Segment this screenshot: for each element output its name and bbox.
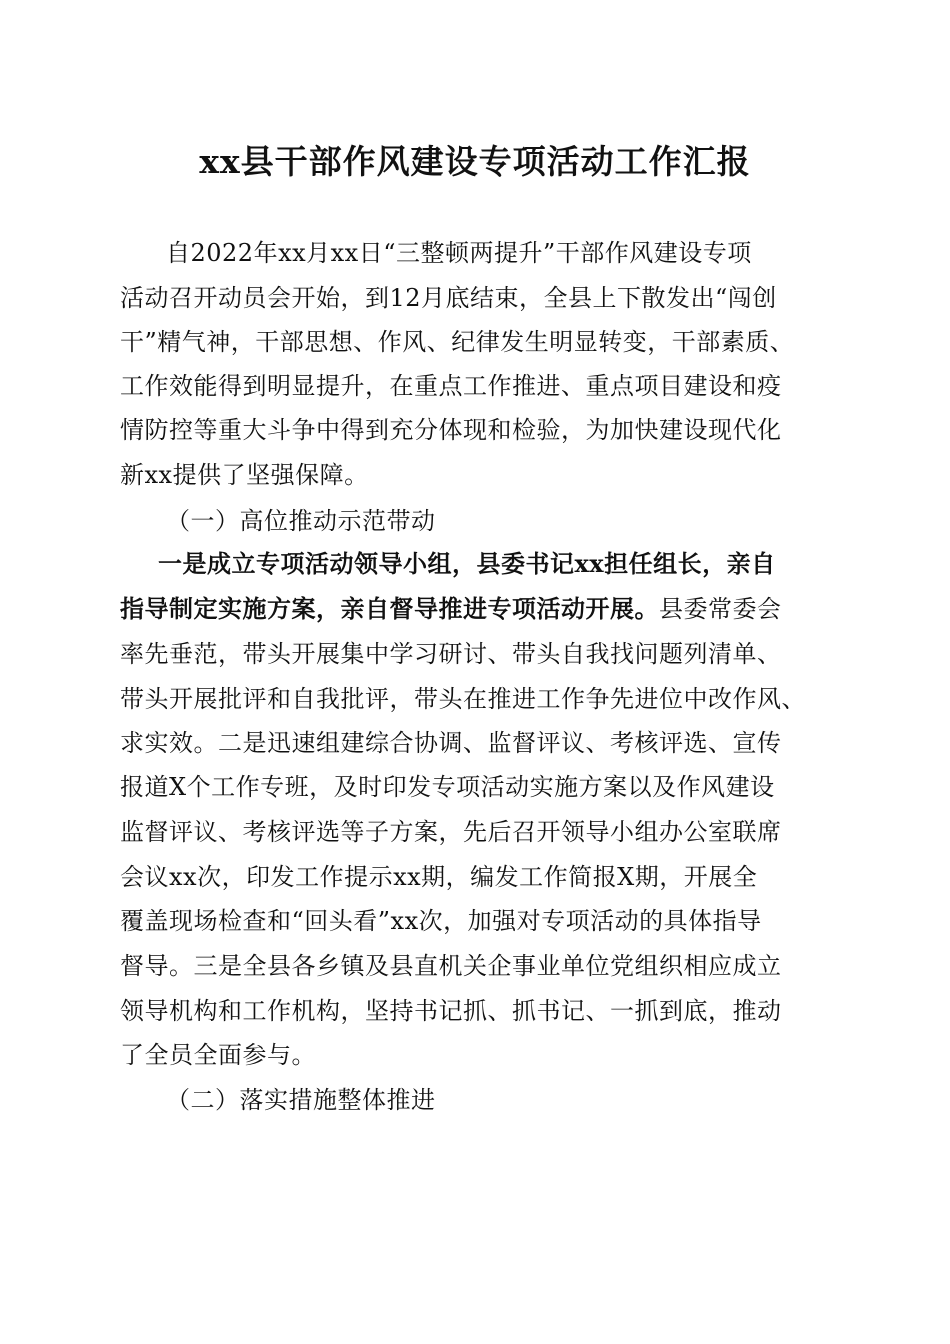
document-title: xx县干部作风建设专项活动工作汇报 (199, 142, 751, 181)
section-2-heading: （二）落实措施整体推进 (166, 1086, 436, 1114)
paragraph-1-line-5: 情防控等重大斗争中得到充分体现和检验，为加快建设现代化 (120, 416, 782, 444)
paragraph-2-line-12: 了全员全面参与。 (120, 1041, 316, 1069)
paragraph-2-line-7: 监督评议、考核评选等子方案，先后召开领导小组办公室联席 (120, 818, 782, 846)
paragraph-1-line-2: 活动召开动员会开始，到12月底结束，全县上下散发出“闯创 (120, 284, 777, 312)
paragraph-2-line-3: 率先垂范，带头开展集中学习研讨、带头自我找问题列清单、 (120, 640, 782, 668)
paragraph-2-line-11: 领导机构和工作机构，坚持书记抓、抓书记、一抓到底，推动 (120, 997, 782, 1025)
paragraph-2-line-8: 会议xx次，印发工作提示xx期，编发工作简报X期，开展全 (120, 863, 758, 891)
paragraph-2-line-1: 一是成立专项活动领导小组，县委书记xx担任组长，亲自 (158, 549, 776, 578)
paragraph-2-line-6: 报道X个工作专班，及时印发专项活动实施方案以及作风建设 (120, 773, 775, 801)
paragraph-1-line-4: 工作效能得到明显提升，在重点工作推进、重点项目建设和疫 (120, 372, 782, 400)
paragraph-2-line-10: 督导。三是全县各乡镇及县直机关企事业单位党组织相应成立 (120, 952, 782, 980)
section-1-heading: （一）高位推动示范带动 (166, 507, 436, 535)
paragraph-1-line-1: 自2022年xx月xx日“三整顿两提升”干部作风建设专项 (166, 239, 752, 267)
paragraph-1-line-3: 干”精气神，干部思想、作风、纪律发生明显转变，干部素质、 (120, 328, 795, 356)
paragraph-1-line-6: 新xx提供了坚强保障。 (120, 461, 369, 489)
paragraph-2-line-5: 求实效。二是迅速组建综合协调、监督评议、考核评选、宣传 (120, 729, 782, 757)
paragraph-2-line-4: 带头开展批评和自我批评，带头在推进工作争先进位中改作风、 (120, 685, 806, 713)
paragraph-2-line-2 (120, 594, 840, 624)
paragraph-2-line-2-tail: 县委常委会 (659, 595, 782, 623)
paragraph-2-line-9: 覆盖现场检查和“回头看”xx次，加强对专项活动的具体指导 (120, 907, 762, 935)
paragraph-2-line-2-bold: 指导制定实施方案，亲自督导推进专项活动开展。 (120, 594, 659, 623)
